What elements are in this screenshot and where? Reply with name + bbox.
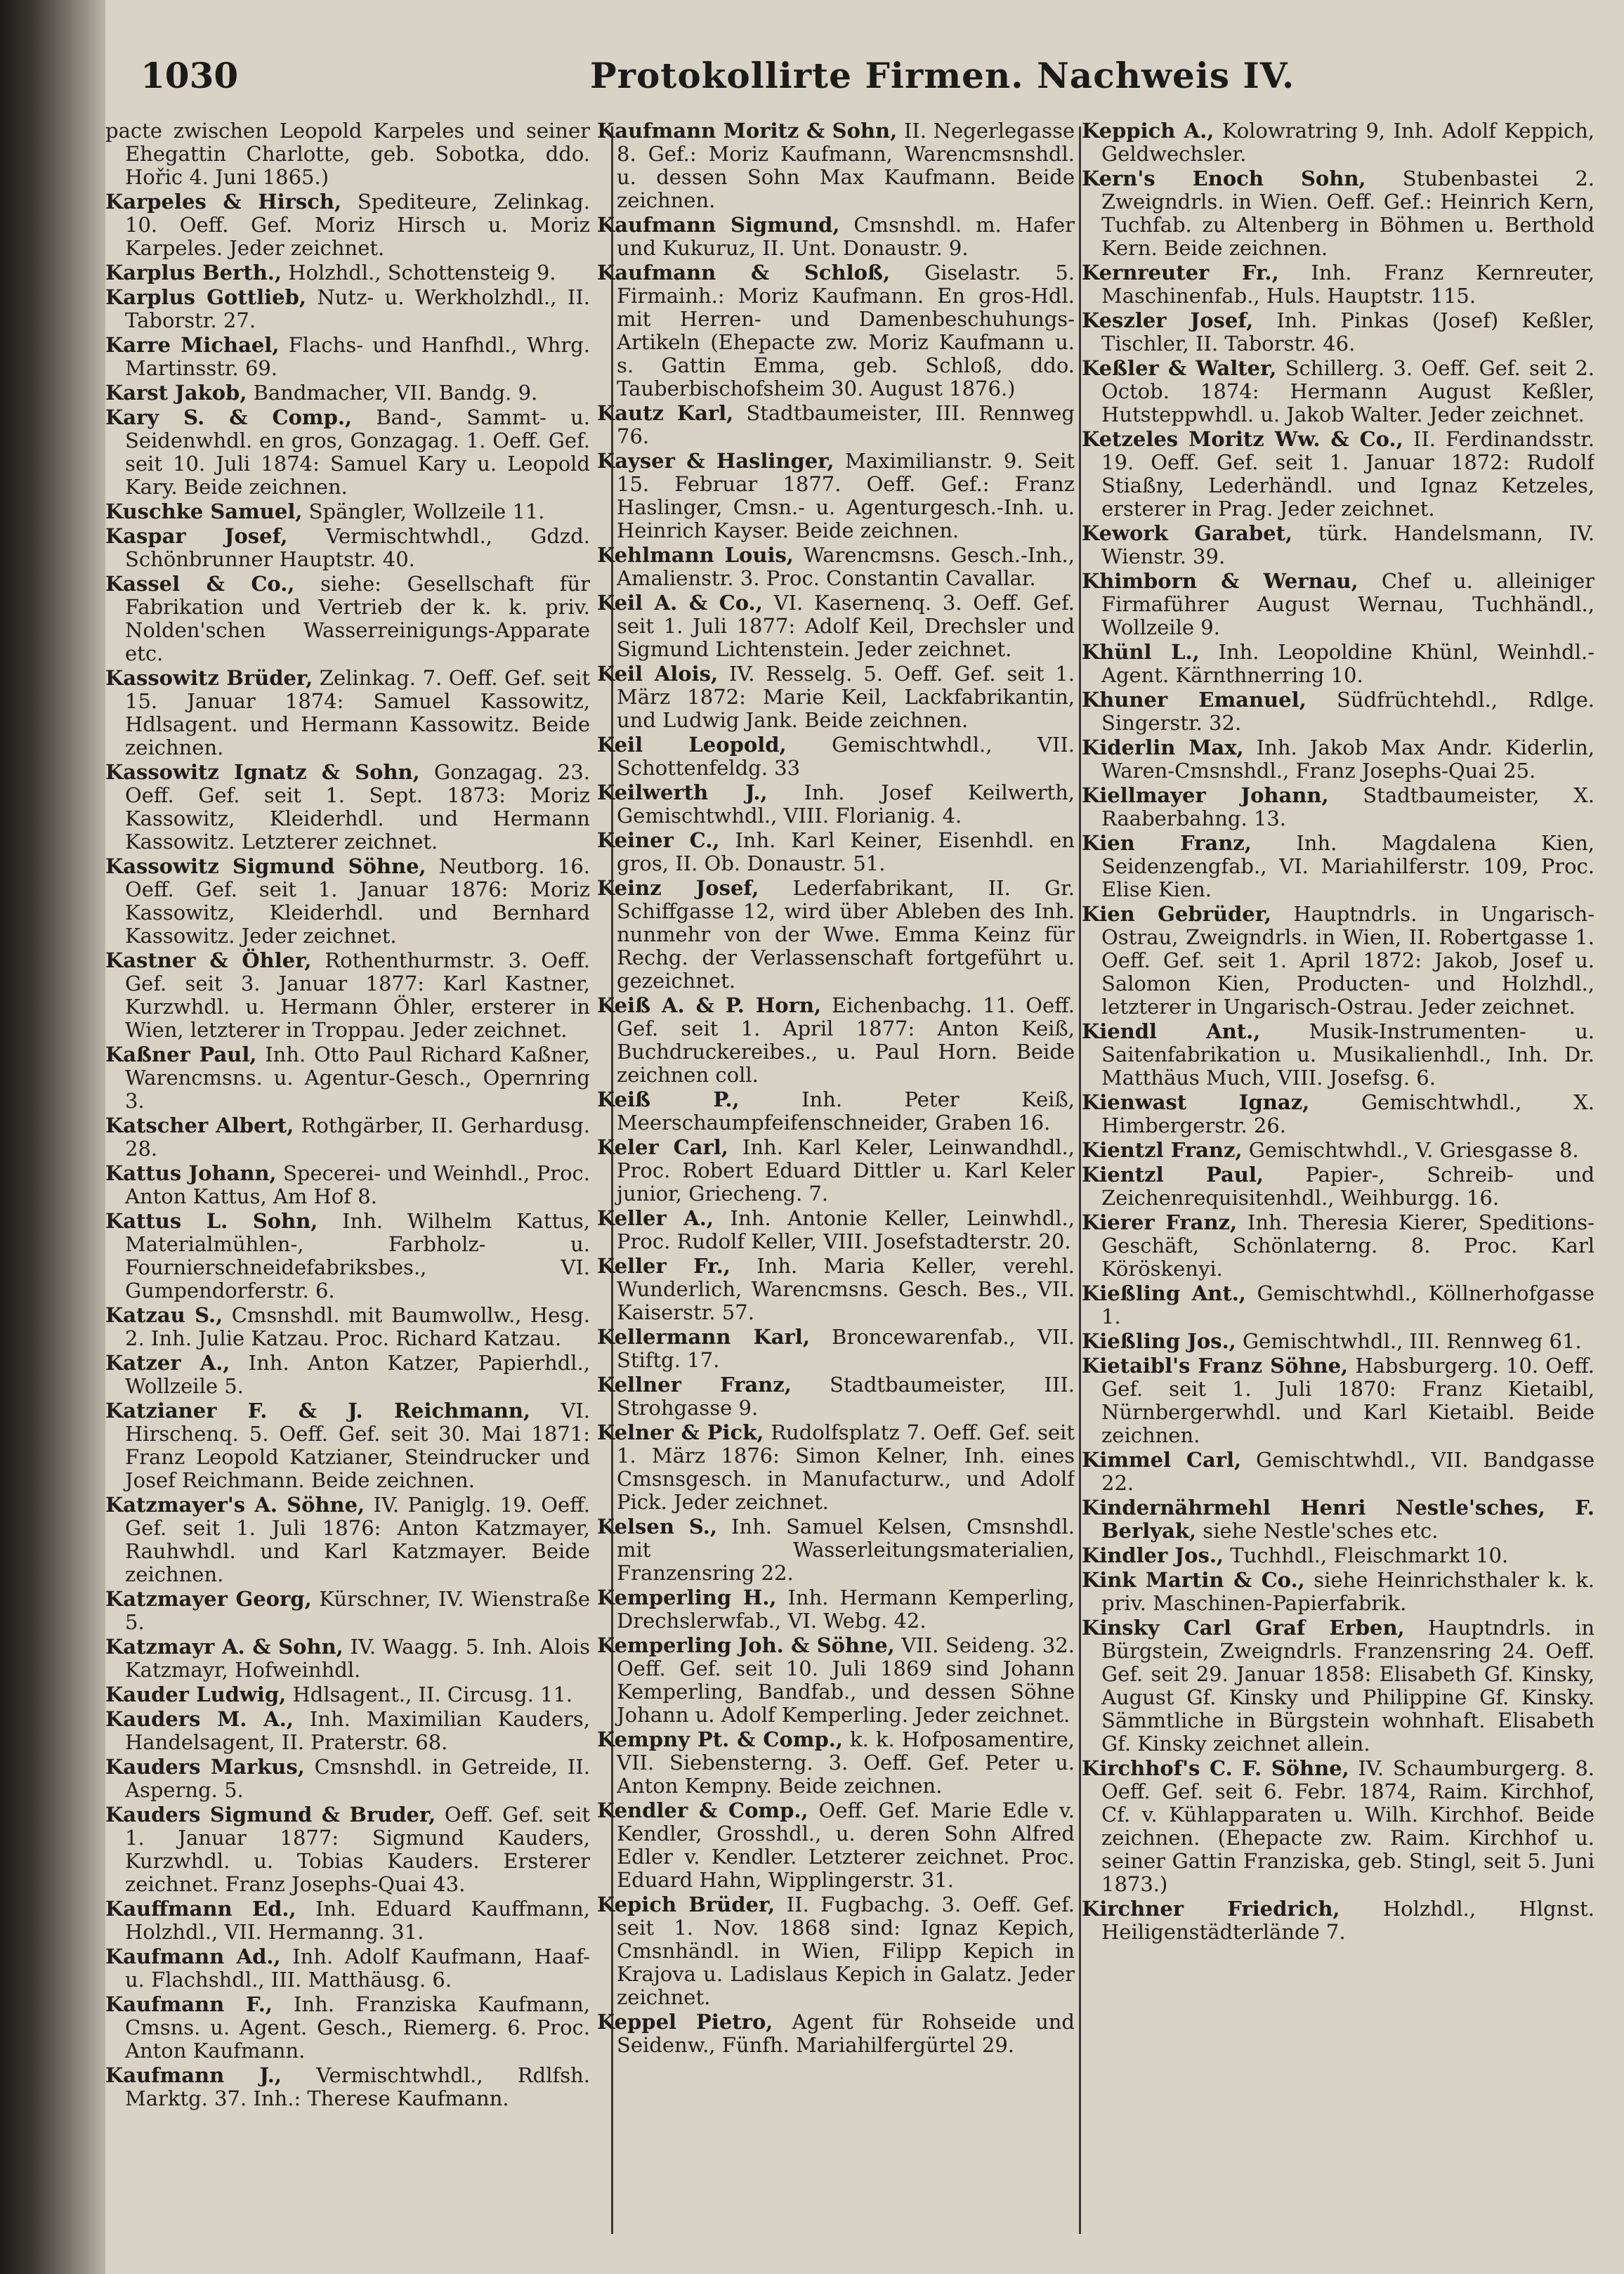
firm-entry — [1082, 1163, 1594, 1210]
firm-name: Kirchhof's C. F. Söhne, — [1082, 1756, 1349, 1780]
firm-name: Kattus L. Sohn, — [105, 1209, 318, 1233]
firm-entry — [1082, 1616, 1594, 1756]
firm-name: Kehlmann Louis, — [597, 543, 794, 567]
firm-details: Inh. Anton Katzer, Papierhdl., Wollzeile 5. — [125, 1351, 590, 1398]
firm-entry — [597, 994, 1075, 1087]
firm-name: Kuschke Samuel, — [105, 499, 303, 523]
firm-entry — [105, 1683, 590, 1706]
firm-name: Kauffmann Ed., — [105, 1897, 296, 1921]
firm-details: Spängler, Wollzeile 11. — [302, 499, 545, 523]
firm-details: Oeff. Gef. Marie Edle v. Kendler, Grosshdl., u. deren Sohn Alfred Edler v. Kendler. Letzterer zeichnet. Proc. Eduard Hahn, Wipplingerstr. 31. — [617, 1798, 1075, 1892]
firm-entry — [105, 381, 590, 405]
firm-name: Keszler Josef, — [1082, 308, 1254, 332]
firm-name: Kaufmann F., — [105, 1992, 273, 2016]
firm-name: Kierer Franz, — [1082, 1210, 1238, 1234]
firm-name: Keler Carl, — [597, 1135, 728, 1159]
firm-details: Inh. Samuel Kelsen, Cmsnshdl. mit Wasserleitungsmaterialien, Franzensring 22. — [617, 1515, 1075, 1585]
firm-entry — [105, 2064, 590, 2110]
firm-details: Inh. Eduard Kauffmann, Holzhdl., VII. Hermanng. 31. — [125, 1897, 590, 1944]
firm-entry — [105, 1210, 590, 1302]
firm-entry — [1082, 1091, 1594, 1137]
firm-name: Keil Alois, — [597, 662, 719, 686]
column-2 — [597, 119, 1075, 2255]
firm-entry — [597, 1634, 1075, 1727]
firm-details: Band-, Sammt- u. Seidenwhdl. en gros, Gonzagag. 1. Oeff. Gef. seit 10. Juli 1874: Samuel Kary u. Leopold Kary. Beide zeichnen. — [125, 405, 590, 499]
page-number: 1030 — [140, 55, 239, 96]
firm-name: Keppich A., — [1082, 119, 1214, 143]
firm-entry — [105, 190, 590, 260]
firm-name: Kellermann Karl, — [597, 1325, 810, 1349]
firm-name: Kauders Markus, — [105, 1755, 305, 1779]
firm-name: Katzer A., — [105, 1351, 230, 1375]
firm-details: Inh. Peter Keiß, Meerschaumpfeifenschneider, Graben 16. — [617, 1087, 1075, 1135]
firm-name: Kernreuter Fr., — [1082, 261, 1279, 285]
firm-entry — [597, 829, 1075, 875]
firm-entry — [105, 1399, 590, 1492]
firm-entry — [597, 402, 1075, 448]
firm-details: Flachs- und Hanfhdl., Whrg. Martinsstr. 69. — [125, 333, 590, 380]
firm-name: Kindernährmehl Henri Nestle'sches, F. Berlyak, — [1082, 1496, 1594, 1543]
firm-entry — [105, 573, 590, 665]
firm-details: Südfrüchtehdl., Rdlge. Singerstr. 32. — [1101, 688, 1594, 735]
firm-details: Kolowratring 9, Inh. Adolf Keppich, Geldwechsler. — [1101, 119, 1594, 166]
firm-entry — [1082, 1354, 1594, 1447]
firm-details: Cmsnshdl. mit Baumwollw., Hesg. 2. Inh. Julie Katzau. Proc. Richard Katzau. — [125, 1303, 590, 1350]
firm-details: Zelinkag. 7. Oeff. Gef. seit 15. Januar 1874: Samuel Kassowitz, Hdlsagent. und Hermann Kassowitz. Beide zeichnen. — [125, 666, 590, 759]
firm-entry — [1082, 570, 1594, 639]
firm-entry — [1082, 522, 1594, 568]
firm-entry — [1082, 1020, 1594, 1090]
firm-name: Kiderlin Max, — [1082, 736, 1244, 759]
firm-name: Ketzeles Moritz Ww. & Co., — [1082, 427, 1403, 451]
firm-name: Kindler Jos., — [1082, 1543, 1224, 1567]
firm-details: Hdlsagent., II. Circusg. 11. — [286, 1682, 573, 1706]
firm-name: Kemperling Joh. & Söhne, — [597, 1633, 895, 1657]
firm-entry — [105, 1162, 590, 1208]
firm-name: Kientzl Paul, — [1082, 1163, 1264, 1187]
firm-name: Karplus Berth., — [105, 261, 282, 285]
firm-entry — [105, 949, 590, 1042]
firm-name: Katzau S., — [105, 1303, 223, 1327]
firm-details: Gemischtwhdl., VII. Bandgasse 22. — [1101, 1448, 1594, 1495]
firm-entry — [597, 119, 1075, 212]
firm-name: Kauder Ludwig, — [105, 1682, 287, 1706]
firm-name: Kellner Franz, — [597, 1373, 792, 1397]
firm-details: VI. Hirschenq. 5. Oeff. Gef. seit 30. Mai 1871: Franz Leopold Katzianer, Steindrucker und Josef Reichmann. Beide zeichnen. — [125, 1399, 590, 1492]
firm-entry — [597, 1515, 1075, 1585]
firm-details: Inh. Antonie Keller, Leinwhdl., Proc. Rudolf Keller, VIII. Josefstadterstr. 20. — [617, 1206, 1075, 1253]
firm-details: Chef u. alleiniger Firmaführer August Wernau, Tuchhändl., Wollzeile 9. — [1101, 569, 1594, 639]
firm-name: Keiner C., — [597, 828, 720, 852]
firm-entry — [1082, 119, 1594, 166]
firm-entry — [1082, 1449, 1594, 1495]
firm-details: Inh. Otto Paul Richard Kaßner, Warencmsns. u. Agentur-Gesch., Opernring 3. — [125, 1043, 590, 1113]
firm-name: Kienwast Ignaz, — [1082, 1090, 1310, 1114]
firm-details: Stadtbaumeister, III. Rennweg 76. — [617, 401, 1075, 448]
firm-details: Inh. Franz Kernreuter, Maschinenfab., Huls. Hauptstr. 115. — [1101, 261, 1594, 308]
firm-entry — [1082, 784, 1594, 830]
firm-details: IV. Resselg. 5. Oeff. Gef. seit 1. März 1872: Marie Keil, Lackfabrikantin, und Ludwig Jank. Beide zeichnen. — [617, 662, 1075, 732]
firm-entry — [105, 1945, 590, 1992]
firm-details: Inh. Karl Keler, Leinwandhdl., Proc. Robert Eduard Dittler u. Karl Keler junior, Griecheng. 7. — [617, 1135, 1075, 1205]
firm-entry — [105, 1635, 590, 1682]
firm-entry — [1082, 1897, 1594, 1944]
firm-name: Kaufmann Moritz & Sohn, — [597, 119, 898, 143]
firm-entry — [1082, 428, 1594, 521]
firm-entry — [1082, 688, 1594, 735]
firm-entry — [1082, 1330, 1594, 1353]
firm-name: Kaspar Josef, — [105, 524, 288, 548]
firm-details: Gemischtwhdl., VII. Schottenfeldg. 33 — [617, 733, 1075, 780]
firm-name: Katzmayer's A. Söhne, — [105, 1493, 365, 1517]
firm-entry — [597, 877, 1075, 993]
firm-entry — [105, 1114, 590, 1161]
firm-details: Stadtbaumeister, X. Raaberbahng. 13. — [1101, 783, 1594, 830]
firm-name: Kendler & Comp., — [597, 1798, 808, 1822]
firm-entry — [597, 1373, 1075, 1420]
firm-entry — [597, 1326, 1075, 1372]
firm-entry — [597, 1893, 1075, 2009]
firm-details: Stadtbaumeister, III. Strohgasse 9. — [617, 1373, 1075, 1420]
firm-entry — [597, 544, 1075, 590]
firm-details: IV. Schaumburgerg. 8. Oeff. Gef. seit 6. Febr. 1874, Raim. Kirchhof, Cf. v. Kühlapparaten u. Wilh. Kirchhof. Beide zeichnen. (Ehepacte zw. Raim. Kirchhof u. seiner Gattin Franziska, geb. Stingl, seit 5. Juni 1873.) — [1101, 1756, 1594, 1896]
firm-name: Keiß A. & P. Horn, — [597, 993, 822, 1017]
firm-details: Inh. Karl Keiner, Eisenhdl. en gros, II. Ob. Donaustr. 51. — [617, 828, 1075, 875]
firm-entry — [1082, 309, 1594, 355]
firm-details: Vermischtwhdl., Rdlfsh. Marktg. 37. Inh.: Therese Kaufmann. — [125, 2063, 590, 2110]
firm-name: Kien Franz, — [1082, 831, 1252, 855]
firm-details: II. Fugbachg. 3. Oeff. Gef. seit 1. Nov. 1868 sind: Ignaz Kepich, Cmsnhändl. in Wien, Filipp Kepich in Krajova u. Ladislaus Kepich in Galatz. Jeder zeichnet. — [617, 1893, 1075, 2009]
firm-name: Kiellmayer Johann, — [1082, 783, 1329, 807]
firm-details: siehe: Gesellschaft für Fabrikation und Vertrieb der k. k. priv. Nolden'schen Wasserreinigungs-Apparate etc. — [125, 572, 590, 665]
firm-details: IV. Waagg. 5. Inh. Alois Katzmayr, Hofweinhdl. — [125, 1635, 590, 1682]
firm-entry — [597, 592, 1075, 661]
firm-entry — [105, 1756, 590, 1802]
firm-name: Kelner & Pick, — [597, 1420, 764, 1444]
firm-details: Hauptndrls. in Ungarisch-Ostrau, Zweigndrls. in Wien, II. Robertgasse 1. Oeff. Gef. seit 1. April 1872: Jakob, Josef u. Salomon Kien, Producten- und Holzhdl., letzterer in Ungarisch-Ostrau. Jeder zeichnet. — [1101, 902, 1594, 1019]
firm-entry — [597, 1728, 1075, 1798]
firm-entry — [105, 334, 590, 380]
firm-details: II. Negerlegasse 8. Gef.: Moriz Kaufmann, Warencmsnshdl. u. dessen Sohn Max Kaufmann. Beide zeichnen. — [617, 119, 1075, 212]
firm-entry — [105, 1993, 590, 2063]
firm-name: Kastner & Öhler, — [105, 948, 312, 972]
firm-details: Gemischtwhdl., III. Rennweg 61. — [1236, 1329, 1582, 1353]
firm-name: Keil A. & Co., — [597, 591, 763, 615]
firm-entry — [1082, 261, 1594, 308]
firm-name: Kaufmann Ad., — [105, 1945, 281, 1968]
firm-name: Kauders M. A., — [105, 1707, 294, 1731]
firm-name: Kelsen S., — [597, 1515, 717, 1538]
column-1 — [105, 119, 590, 2255]
firm-details: Stubenbastei 2. Zweigndrls. in Wien. Oeff. Gef.: Heinrich Kern, Tuchfab. zu Altenberg in Böhmen u. Berthold Kern. Beide zeichnen. — [1101, 166, 1594, 260]
firm-entry — [1082, 1211, 1594, 1281]
firm-details: Inh. Theresia Kierer, Speditions-Geschäft, Schönlaterng. 8. Proc. Karl Köröskenyi. — [1101, 1210, 1594, 1281]
firm-details: Broncewarenfab., VII. Stiftg. 17. — [617, 1325, 1075, 1372]
firm-details: Inh. Pinkas (Josef) Keßler, Tischler, II. Taborstr. 46. — [1101, 308, 1594, 355]
firm-name: Keppel Pietro, — [597, 2010, 773, 2034]
firm-entry — [597, 1136, 1075, 1205]
firm-name: Kassowitz Sigmund Söhne, — [105, 854, 426, 878]
firm-name: Kemperling H., — [597, 1586, 777, 1609]
firm-name: Kassowitz Brüder, — [105, 666, 313, 690]
firm-details: Rothgärber, II. Gerhardusg. 28. — [125, 1113, 590, 1161]
firm-entry — [1082, 903, 1594, 1019]
firm-name: Karre Michael, — [105, 333, 280, 357]
firm-name: Kepich Brüder, — [597, 1893, 775, 1916]
firm-entry — [1082, 832, 1594, 901]
firm-entry — [1082, 1569, 1594, 1615]
directory-columns — [105, 119, 1594, 2255]
firm-entry — [105, 1588, 590, 1634]
firm-entry — [105, 1352, 590, 1398]
firm-name: Keinz Josef, — [597, 876, 759, 900]
firm-details: Cmsnshdl. in Getreide, II. Asperng. 5. — [125, 1755, 590, 1802]
firm-entry — [105, 286, 590, 332]
firm-name: Keller Fr., — [597, 1254, 731, 1278]
firm-entry — [597, 1421, 1075, 1514]
firm-entry — [105, 500, 590, 523]
firm-name: Kink Martin & Co., — [1082, 1568, 1305, 1592]
firm-entry — [105, 525, 590, 571]
firm-details: II. Ferdinandsstr. 19. Oeff. Gef. seit 1. Januar 1872: Rudolf Stiaßny, Lederhändl. und Ignaz Ketzeles, ersterer in Prag. Jeder zeichnet. — [1101, 427, 1594, 521]
firm-details: VI. Kasernenq. 3. Oeff. Gef. seit 1. Juli 1877: Adolf Keil, Drechsler und Sigmund Lichtenstein. Jeder zeichnet. — [617, 591, 1075, 661]
firm-name: Kirchner Friedrich, — [1082, 1897, 1340, 1921]
firm-name: Kassel & Co., — [105, 572, 295, 596]
firm-name: Kinsky Carl Graf Erben, — [1082, 1616, 1405, 1640]
firm-name: Keilwerth J., — [597, 780, 768, 804]
firm-name: Kayser & Haslinger, — [597, 449, 834, 473]
firm-entry — [105, 406, 590, 499]
firm-entry — [105, 261, 590, 285]
firm-details: Inh. Franziska Kaufmann, Cmsns. u. Agent. Gesch., Riemerg. 6. Proc. Anton Kaufmann. — [125, 1992, 590, 2063]
firm-details: IV. Paniglg. 19. Oeff. Gef. seit 1. Juli 1876: Anton Katzmayer, Rauhwhdl. und Karl Katzmayer. Beide zeichnen. — [125, 1493, 590, 1586]
firm-details: Inh. Adolf Kaufmann, Haaf- u. Flachshdl., III. Matthäusg. 6. — [125, 1945, 590, 1992]
firm-details: Inh. Jakob Max Andr. Kiderlin, Waren-Cmsnshdl., Franz Josephs-Quai 25. — [1101, 736, 1594, 783]
firm-details: Papier-, Schreib- und Zeichenrequisitenhdl., Weihburgg. 16. — [1101, 1163, 1594, 1210]
firm-details: Giselastr. 5. Firmainh.: Moriz Kaufmann. En gros-Hdl. mit Herren- und Damenbeschuhungs-Artikeln (Ehepacte zw. Moriz Kaufmann u. s. Gattin Emma, geb. Schloß, ddo. Tauberbischofsheim 30. August 1876.) — [617, 261, 1075, 400]
firm-name: Kientzl Franz, — [1082, 1138, 1243, 1162]
firm-name: Keßler & Walter, — [1082, 356, 1277, 380]
firm-name: Kaufmann Sigmund, — [597, 213, 840, 237]
firm-details: Inh. Wilhelm Kattus, Materialmühlen-, Farbholz- u. Fournierschneidefabriksbes., VI. Gumpendorferstr. 6. — [125, 1209, 590, 1302]
page-header — [140, 55, 1594, 110]
firm-entry — [1082, 1544, 1594, 1567]
firm-details: Kürschner, IV. Wienstraße 5. — [125, 1587, 590, 1634]
firm-details: Neutborg. 16. Oeff. Gef. seit 1. Januar 1876: Moriz Kassowitz, Kleiderhdl. und Bernhard Kassowitz. Jeder zeichnet. — [125, 854, 590, 948]
firm-name: Kary S. & Comp., — [105, 405, 353, 429]
running-title: Protokollirte Firmen. Nachweis IV. — [590, 55, 1295, 96]
firm-details: Vermischtwhdl., Gdzd. Schönbrunner Hauptstr. 40. — [125, 524, 590, 571]
firm-name: Karst Jakob, — [105, 381, 247, 405]
firm-details: Hauptndrls. in Bürgstein, Zweigndrls. Franzensring 24. Oeff. Gef. seit 29. Januar 1858: Elisabeth Gf. Kinsky, August Gf. Kinsky und Philippine Gf. Kinsky. Sämmtliche in Bürgstein wohnhaft. Elisabeth Gf. Kinsky zeichnet allein. — [1101, 1616, 1594, 1756]
firm-entry — [597, 662, 1075, 732]
firm-details: Schillerg. 3. Oeff. Gef. seit 2. Octob. 1874: Hermann August Keßler, Hutsteppwhdl. u. Jakob Walter. Jeder zeichnet. — [1101, 356, 1594, 426]
firm-entry — [1082, 357, 1594, 426]
firm-details: siehe Heinrichsthaler k. k. priv. Maschinen-Papierfabrik. — [1101, 1568, 1594, 1615]
firm-name: Kießling Jos., — [1082, 1329, 1236, 1353]
firm-entry — [1082, 1496, 1594, 1543]
firm-details: Bandmacher, VII. Bandg. 9. — [247, 381, 538, 405]
firm-details: Cmsnshdl. m. Hafer und Kukuruz, II. Unt. Donaustr. 9. — [617, 213, 1075, 260]
firm-entry — [1082, 1757, 1594, 1896]
firm-name: Kießling Ant., — [1082, 1281, 1246, 1305]
firm-entry — [105, 119, 590, 189]
firm-details: Musik-Instrumenten- u. Saitenfabrikation u. Musikalienhdl., Inh. Dr. Matthäus Much, VIII. Josefsg. 6. — [1101, 1019, 1594, 1090]
firm-details: Nutz- u. Werkholzhdl., II. Taborstr. 27. — [125, 285, 590, 332]
firm-entry — [1082, 641, 1594, 687]
firm-entry — [597, 261, 1075, 400]
firm-entry — [105, 761, 590, 854]
firm-entry — [1082, 736, 1594, 783]
firm-entry — [105, 1708, 590, 1754]
firm-entry — [105, 1897, 590, 1944]
firm-details: Rudolfsplatz 7. Oeff. Gef. seit 1. März 1876: Simon Kelner, Inh. eines Cmsnsgesch. in Manufacturw., und Adolf Pick. Jeder zeichnet. — [617, 1420, 1075, 1514]
firm-name: Kautz Karl, — [597, 401, 734, 425]
firm-details: pacte zwischen Leopold Karpeles und seiner Ehegattin Charlotte, geb. Sobotka, ddo. Hořic 4. Juni 1865.) — [105, 119, 590, 189]
firm-entry — [597, 450, 1075, 542]
firm-entry — [597, 1088, 1075, 1135]
firm-details: Eichenbachg. 11. Oeff. Gef. seit 1. April 1877: Anton Keiß, Buchdruckereibes., u. Paul Horn. Beide zeichnen coll. — [617, 993, 1075, 1087]
firm-name: Karpeles & Hirsch, — [105, 190, 342, 214]
firm-entry — [105, 667, 590, 759]
firm-name: Katzmayer Georg, — [105, 1587, 312, 1611]
firm-name: Kassowitz Ignatz & Sohn, — [105, 760, 420, 784]
firm-entry — [597, 733, 1075, 780]
firm-entry — [597, 214, 1075, 260]
firm-name: Kiendl Ant., — [1082, 1019, 1261, 1043]
firm-details: k. k. Hofposamentire, VII. Siebensterng. 3. Oeff. Gef. Peter u. Anton Kempny. Beide zeichnen. — [617, 1727, 1075, 1798]
firm-details: VII. Seideng. 32. Oeff. Gef. seit 10. Juli 1869 sind Johann Kemperling, Bandfab., und dessen Söhne Johann u. Adolf Kemperling. Jeder zeichnet. — [617, 1633, 1075, 1727]
firm-entry — [105, 1494, 590, 1586]
firm-entry — [597, 1586, 1075, 1633]
firm-details: Gonzagag. 23. Oeff. Gef. seit 1. Sept. 1873: Moriz Kassowitz, Kleiderhdl. und Hermann Kassowitz. Letzterer zeichnet. — [125, 760, 590, 854]
firm-details: Spediteure, Zelinkag. 10. Oeff. Gef. Moriz Hirsch u. Moriz Karpeles. Jeder zeichnet. — [125, 190, 590, 260]
firm-details: Warencmsns. Gesch.-Inh., Amalienstr. 3. Proc. Constantin Cavallar. — [617, 543, 1075, 590]
firm-details: Maximilianstr. 9. Seit 15. Februar 1877. Oeff. Gef.: Franz Haslinger, Cmsn.- u. Agenturgesch.-Inh. u. Heinrich Kayser. Beide zeichnen. — [617, 449, 1075, 542]
firm-entry — [1082, 1282, 1594, 1328]
firm-entry — [597, 1799, 1075, 1892]
firm-name: Kauders Sigmund & Bruder, — [105, 1803, 436, 1827]
firm-details: Rothenthurmstr. 3. Oeff. Gef. seit 3. Januar 1877: Karl Kastner, Kurzwhdl. u. Hermann Öhler, ersterer in Wien, letzterer in Troppau. Jeder zeichnet. — [125, 948, 590, 1042]
firm-details: Inh. Leopoldine Khünl, Weinhdl.-Agent. Kärnthnerring 10. — [1101, 640, 1594, 687]
firm-name: Kaßner Paul, — [105, 1043, 257, 1066]
firm-name: Kimmel Carl, — [1082, 1448, 1242, 1472]
firm-details: Gemischtwhdl., V. Griesgasse 8. — [1242, 1138, 1579, 1162]
firm-details: Inh. Maximilian Kauders, Handelsagent, II. Praterstr. 68. — [125, 1707, 590, 1754]
firm-name: Kempny Pt. & Comp., — [597, 1727, 843, 1751]
firm-name: Kietaibl's Franz Söhne, — [1082, 1354, 1349, 1378]
firm-entry — [105, 855, 590, 948]
firm-name: Katzianer F. & J. Reichmann, — [105, 1399, 531, 1423]
firm-details: Specerei- und Weinhdl., Proc. Anton Kattus, Am Hof 8. — [125, 1161, 590, 1208]
firm-details: Agent für Rohseide und Seidenw., Fünfh. Mariahilfergürtel 29. — [617, 2010, 1075, 2057]
firm-name: Kattus Johann, — [105, 1161, 277, 1185]
firm-entry — [1082, 1139, 1594, 1162]
firm-details: Inh. Magdalena Kien, Seidenzengfab., VI. Mariahilferstr. 109, Proc. Elise Kien. — [1101, 831, 1594, 901]
firm-name: Keil Leopold, — [597, 733, 787, 757]
firm-name: Kework Garabet, — [1082, 521, 1293, 545]
firm-name: Keiß P., — [597, 1087, 740, 1111]
firm-name: Katscher Albert, — [105, 1113, 294, 1137]
firm-entry — [597, 1255, 1075, 1324]
firm-name: Kaufmann & Schloß, — [597, 261, 891, 285]
firm-name: Khuner Emanuel, — [1082, 688, 1307, 712]
firm-name: Katzmayr A. & Sohn, — [105, 1635, 343, 1659]
firm-details: Gemischtwhdl., X. Himbergerstr. 26. — [1101, 1090, 1594, 1137]
firm-details: Inh. Maria Keller, verehl. Wunderlich, Warencmsns. Gesch. Bes., VII. Kaiserstr. 57. — [617, 1254, 1075, 1324]
firm-details: türk. Handelsmann, IV. Wienstr. 39. — [1101, 521, 1594, 568]
firm-name: Kaufmann J., — [105, 2063, 282, 2087]
firm-entry — [105, 1043, 590, 1113]
column-3 — [1082, 119, 1594, 2255]
firm-details: Holzhdl., Schottensteig 9. — [282, 261, 556, 285]
firm-entry — [597, 1207, 1075, 1253]
firm-details: Inh. Hermann Kemperling, Drechslerwfab., VI. Webg. 42. — [617, 1586, 1075, 1633]
firm-entry — [1082, 167, 1594, 260]
firm-details: Holzhdl., Hlgnst. Heiligenstädterlände 7. — [1101, 1897, 1594, 1944]
firm-details: Oeff. Gef. seit 1. Januar 1877: Sigmund Kauders, Kurzwhdl. u. Tobias Kauders. Ersterer zeichnet. Franz Josephs-Quai 43. — [125, 1803, 590, 1896]
firm-name: Khimborn & Wernau, — [1082, 569, 1358, 593]
firm-entry — [597, 781, 1075, 828]
firm-entry — [105, 1304, 590, 1350]
firm-details: Gemischtwhdl., Köllnerhofgasse 1. — [1101, 1281, 1594, 1328]
firm-name: Khünl L., — [1082, 640, 1200, 664]
firm-details: Habsburgerg. 10. Oeff. Gef. seit 1. Juli 1870: Franz Kietaibl, Nürnbergerwhdl. und Karl Kietaibl. Beide zeichnen. — [1101, 1354, 1594, 1447]
firm-name: Keller A., — [597, 1206, 714, 1230]
firm-entry — [105, 1803, 590, 1896]
firm-entry — [597, 2011, 1075, 2057]
firm-name: Karplus Gottlieb, — [105, 285, 306, 309]
firm-details: Tuchhdl., Fleischmarkt 10. — [1224, 1543, 1509, 1567]
firm-details: Lederfabrikant, II. Gr. Schiffgasse 12, wird über Ableben des Inh. nunmehr von der Wwe. Emma Keinz für Rechg. der Verlassenschaft fortgeführt u. gezeichnet. — [617, 876, 1075, 993]
firm-name: Kien Gebrüder, — [1082, 902, 1271, 926]
firm-name: Kern's Enoch Sohn, — [1082, 166, 1366, 190]
firm-details: Inh. Josef Keilwerth, Gemischtwhdl., VIII. Florianig. 4. — [617, 780, 1075, 828]
book-binding-edge — [0, 0, 105, 2274]
firm-details: siehe Nestle'sches etc. — [1196, 1519, 1439, 1543]
